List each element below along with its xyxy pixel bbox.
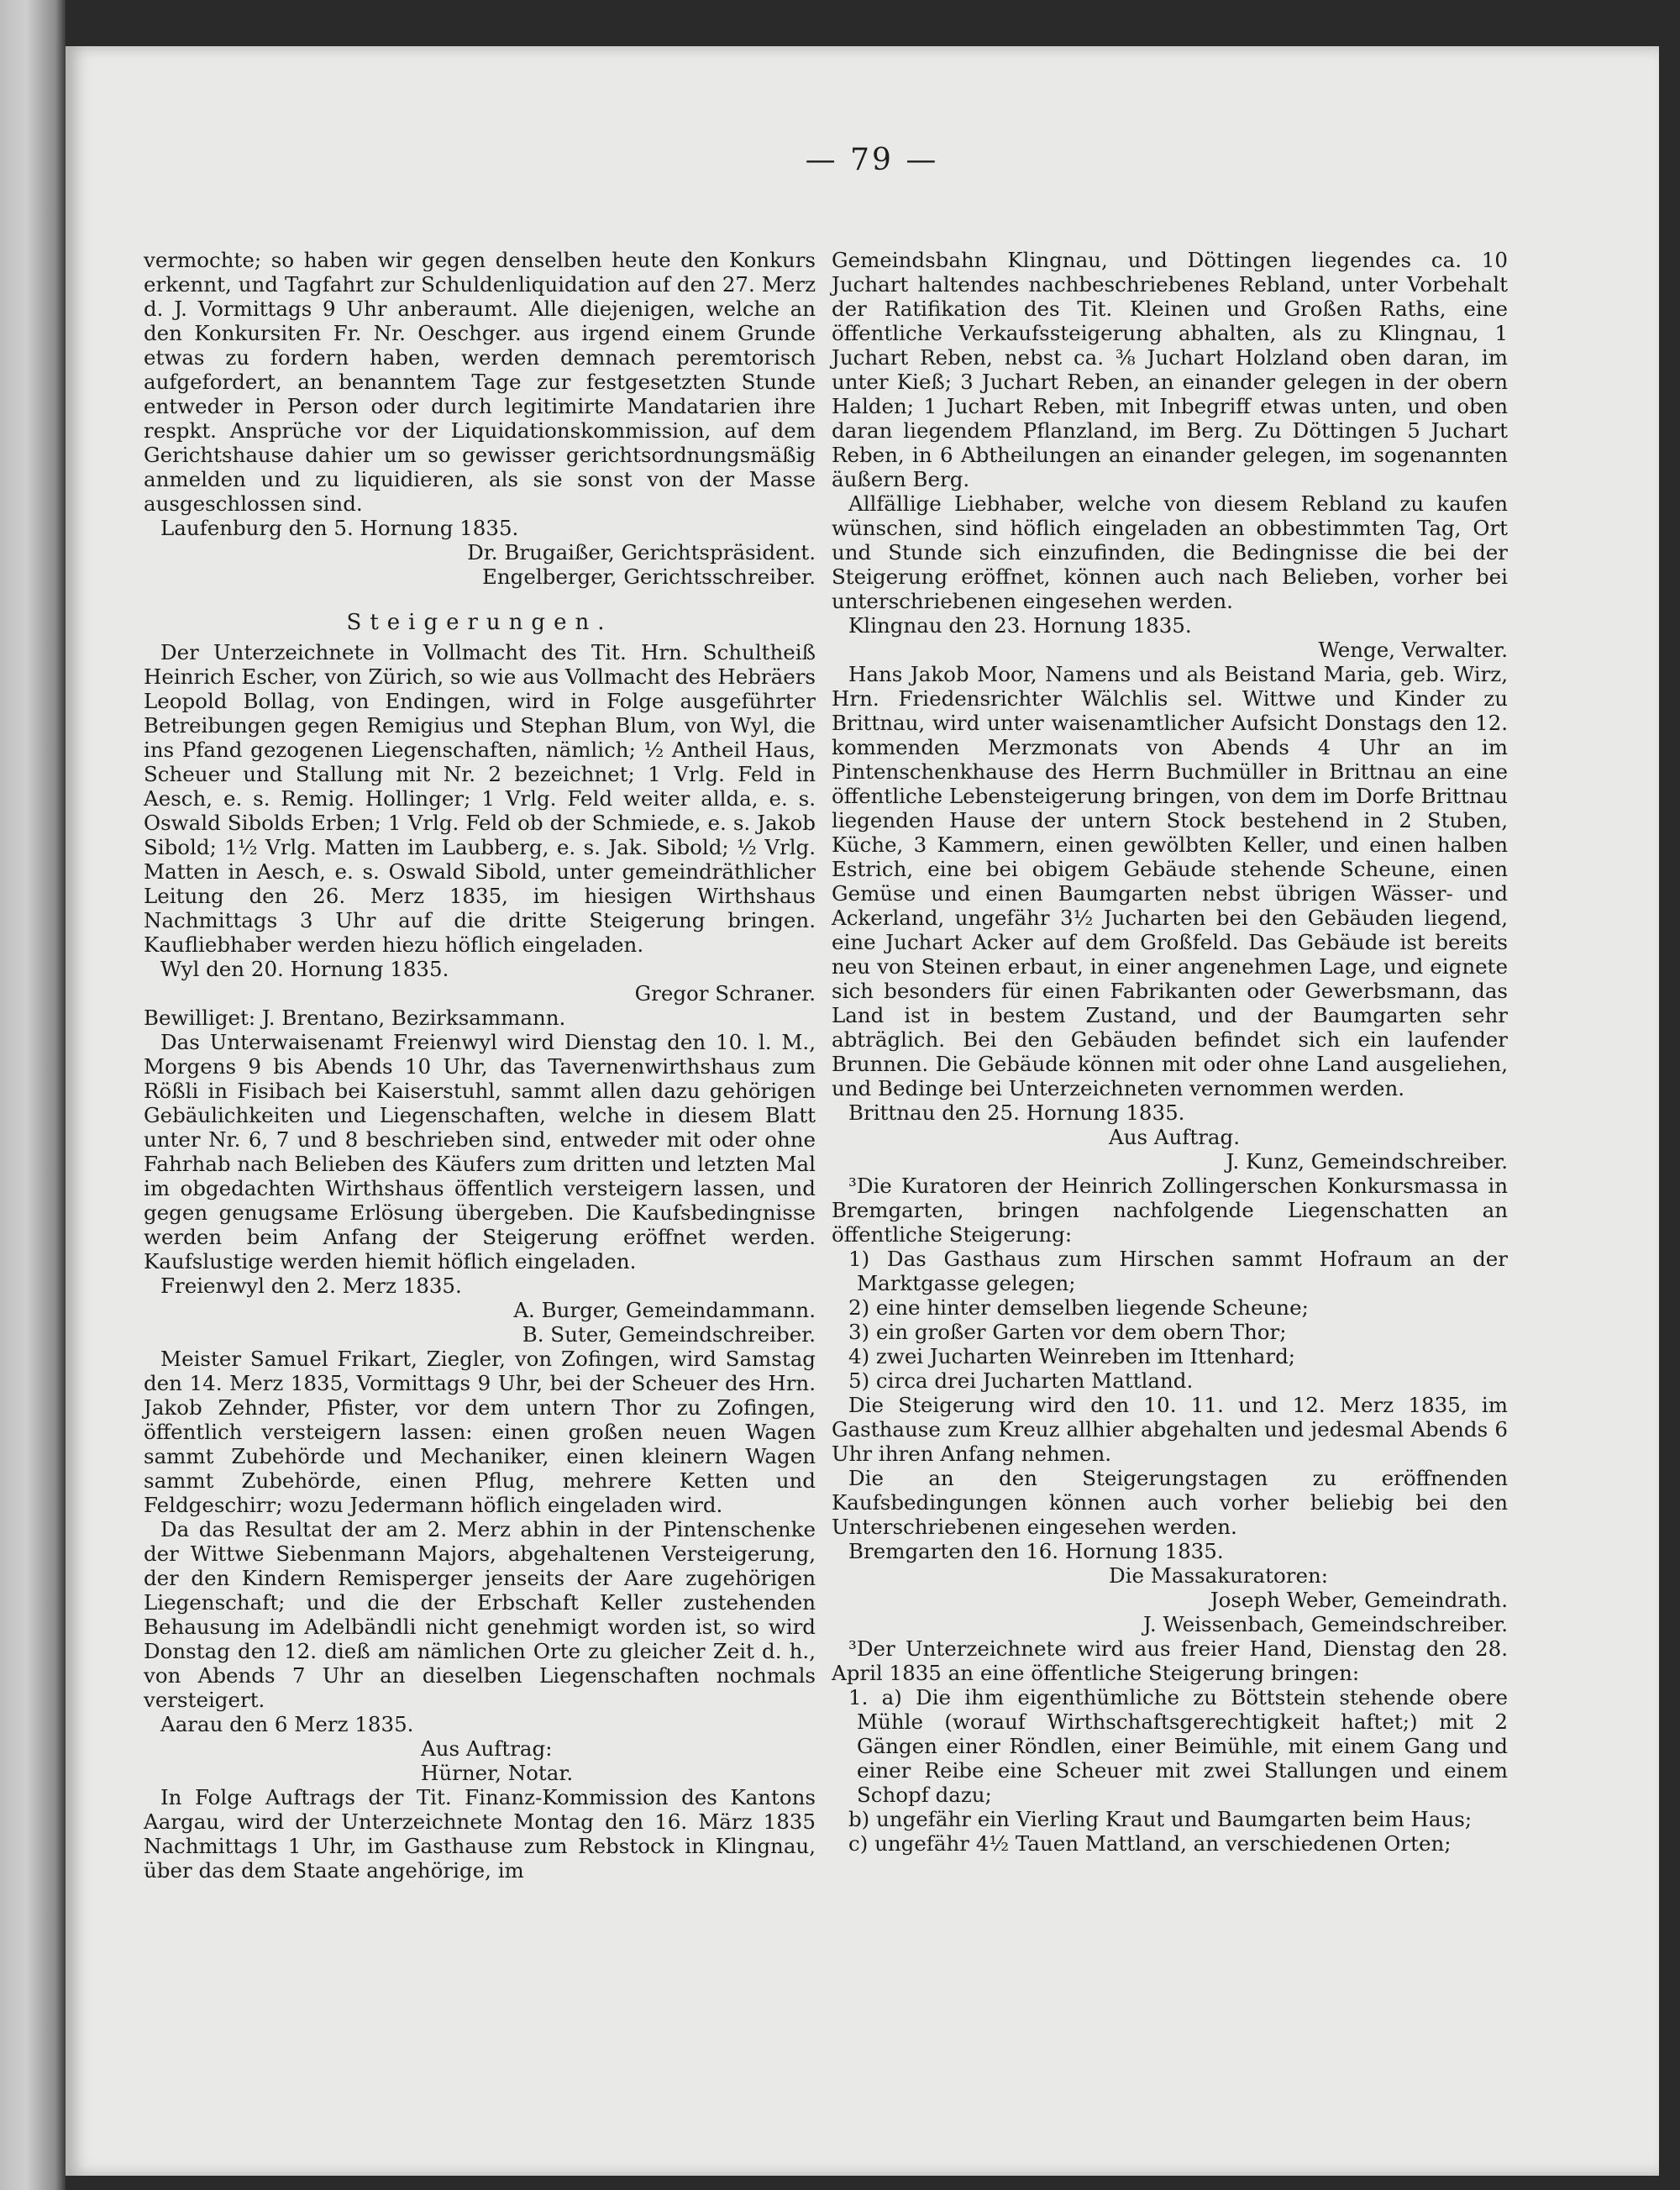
section-heading: Steigerungen.	[346, 610, 613, 635]
auction-notice-5-signature: Wenge, Verwalter.	[1318, 638, 1508, 662]
book-spine	[0, 0, 66, 2190]
list-item: 1) Das Gasthaus zum Hirschen sammt Hofraum an der Marktgasse gelegen;	[848, 1247, 1508, 1295]
auction-notice-8-intro: ³Der Unterzeichnete wird aus freier Hand, Dienstag den 28. April 1835 an eine öffentliche Steigerung bringen:	[832, 1636, 1508, 1685]
list-item: 1. a) Die ihm eigenthümliche zu Böttstein stehende obere Mühle (worauf Wirthschaftsgerechtigkeit haftet;) mit 2 Gängen einer Röndlen, einer Beimühle, mit einem Gang und einer Reibe eine Scheuer mit zwei Stallungen und einem Schopf dazu;	[848, 1685, 1508, 1807]
auction-notice-2-place-date: Freienwyl den 2. Merz 1835.	[160, 1274, 462, 1298]
auction-notice-4-signature-notary: Hürner, Notar.	[421, 1761, 574, 1785]
auction-notice-2-text: Das Unterwaisenamt Freienwyl wird Dienstag den 10. l. M., Morgens 9 bis Abends 10 Uhr, das Tavernenwirthshaus zum Rößli in Fisibach bei Kaiserstuhl, sammt allen dazu gehörigen Gebäulichkeiten und Liegenschaften, welche in diesem Blatt unter Nr. 6, 7 und 8 beschrieben sind, entweder mit oder ohne Fahrhab nach Belieben des Käufers zum dritten und letzten Mal im obgedachten Wirthshaus öffentlich versteigern lassen, und gegen genugsame Erlösung übergeben. Die Kaufsbedingnisse werden beim Anfang der Steigerung eröffnet werden. Kaufslustige werden hiemit höflich eingeladen.	[144, 1030, 816, 1274]
auction-notice-1-signature: Gregor Schraner.	[634, 981, 816, 1006]
konkurs-signature-clerk: Engelberger, Gerichtsschreiber.	[481, 565, 816, 589]
auction-notice-4-text: Da das Resultat der am 2. Merz abhin in der Pintenschenke der Wittwe Siebenmann Majors, abgehaltenen Versteigerung, der den Kindern Remisperger jenseits der Aare zugehörigen Liegenschaft; und die der Erbschaft Keller zustehenden Behausung im Adelbändli nicht genehmigt worden ist, so wird Donstag den 12. dieß am nämlichen Orte zu gleicher Zeit d. h., von Abends 7 Uhr an dieselben Liegenschaften nochmals versteigert.	[144, 1517, 816, 1712]
right-column	[832, 248, 1508, 1856]
list-item: b) ungefähr ein Vierling Kraut und Baumgarten beim Haus;	[848, 1807, 1473, 1831]
konkurs-notice-text: vermochte; so haben wir gegen denselben heute den Konkurs erkennt, und Tagfahrt zur Schuldenliquidation auf den 27. Merz d. J. Vormittags 9 Uhr anberaumt. Alle diejenigen, welche an den Konkursiten Fr. Nr. Oeschger. aus irgend einem Grunde etwas zu fordern haben, werden demnach peremtorisch aufgefordert, an benanntem Tage zur festgesetzten Stunde entweder in Person oder durch legitimirte Mandatarien ihre respkt. Ansprüche vor der Liquidationskommission, auf dem Gerichtshause dahier um so gewisser gerichtsordnungsmäßig anmelden und zu liquidieren, als sie sonst von der Masse ausgeschlossen sind.	[144, 248, 816, 516]
auction-notice-2-signature-mayor: A. Burger, Gemeindammann.	[513, 1298, 816, 1322]
auction-notice-2-signature-clerk: B. Suter, Gemeindschreiber.	[522, 1322, 816, 1347]
auction-notice-7-signature-weissenbach: J. Weissenbach, Gemeindschreiber.	[1142, 1612, 1508, 1636]
auction-notice-6-signature-commission: Aus Auftrag.	[1109, 1125, 1241, 1149]
auction-notice-7-signature-curators: Die Massakuratoren:	[1109, 1563, 1328, 1588]
list-item: 2) eine hinter demselben liegende Scheune;	[848, 1295, 1309, 1320]
page-number: — 79 —	[805, 143, 939, 177]
auction-notice-7-text-2: Die Steigerung wird den 10. 11. und 12. Merz 1835, im Gasthause zum Kreuz allhier abgehalten und jedesmal Abends 6 Uhr ihren Anfang nehmen.	[832, 1393, 1508, 1466]
auction-notice-5-text: In Folge Auftrags der Tit. Finanz-Kommission des Kantons Aargau, wird der Unterzeichnete Montag den 16. März 1835 Nachmittags 1 Uhr, im Gasthause zum Rebstock in Klingnau, über das dem Staate angehörige, im	[144, 1785, 816, 1883]
auction-notice-4-place-date: Aarau den 6 Merz 1835.	[160, 1712, 414, 1736]
auction-notice-4-signature-commission: Aus Auftrag:	[421, 1736, 553, 1761]
auction-notice-6-signature-clerk: J. Kunz, Gemeindschreiber.	[1226, 1149, 1508, 1174]
auction-notice-5-place-date: Klingnau den 23. Hornung 1835.	[848, 613, 1192, 638]
auction-notice-6-place-date: Brittnau den 25. Hornung 1835.	[848, 1100, 1185, 1125]
konkurs-signature-president: Dr. Brugaißer, Gerichtspräsident.	[467, 540, 816, 565]
left-column	[144, 248, 816, 1883]
list-item: c) ungefähr 4½ Tauen Mattland, an verschiedenen Orten;	[848, 1831, 1452, 1856]
auction-notice-3-text: Meister Samuel Frikart, Ziegler, von Zofingen, wird Samstag den 14. Merz 1835, Vormittags 9 Uhr, bei der Scheuer des Hrn. Jakob Zehnder, Pfister, vor dem untern Thor zu Zofingen, öffentlich versteigern lassen: einen großen neuen Wagen sammt Zubehörde und Mechaniker, einen kleinern Wagen sammt Zubehörde, einen Pflug, mehrere Ketten und Feldgeschirr; wozu Jedermann höflich eingeladen wird.	[144, 1347, 816, 1517]
auction-notice-1-place-date: Wyl den 20. Hornung 1835.	[160, 957, 449, 981]
auction-notice-7-signature-weber: Joseph Weber, Gemeindrath.	[1210, 1588, 1508, 1612]
auction-notice-7-place-date: Bremgarten den 16. Hornung 1835.	[848, 1539, 1224, 1563]
auction-notice-7-intro: ³Die Kuratoren der Heinrich Zollingerschen Konkursmassa in Bremgarten, bringen nachfolgende Liegenschatten an öffentliche Steigerung:	[832, 1174, 1508, 1247]
list-item: 3) ein großer Garten vor dem obern Thor;	[848, 1320, 1287, 1344]
konkurs-place-date: Laufenburg den 5. Hornung 1835.	[160, 516, 519, 540]
auction-notice-5-text-2: Allfällige Liebhaber, welche von diesem Rebland zu kaufen wünschen, sind höflich eingeladen an obbestimmten Tag, Ort und Stunde sich einzufinden, die Bedingnisse die bei der Steigerung eröffnet, können auch nach Belieben, vorher bei unterschriebenen eingesehen werden.	[832, 491, 1508, 613]
newspaper-page	[66, 46, 1659, 2176]
auction-notice-7-list	[832, 1247, 1508, 1393]
auction-notice-5-continued: Gemeindsbahn Klingnau, und Döttingen liegendes ca. 10 Juchart haltendes nachbeschriebenes Rebland, unter Vorbehalt der Ratifikation des Tit. Kleinen und Großen Raths, eine öffentliche Verkaufssteigerung abhalten, als zu Klingnau, 1 Juchart Reben, nebst ca. ⅜ Juchart Holzland oben daran, im unter Kieß; 3 Juchart Reben, an einander gelegen in der obern Halden; 1 Juchart Reben, mit Inbegriff etwas unten, und oben daran liegendem Pflanzland, im Berg. Zu Döttingen 5 Juchart Reben, in 6 Abtheilungen an einander gelegen, im sogenannten äußern Berg.	[832, 248, 1508, 491]
auction-notice-8-list	[832, 1685, 1508, 1856]
list-item: 4) zwei Jucharten Weinreben im Ittenhard;	[848, 1344, 1296, 1368]
list-item: 5) circa drei Jucharten Mattland.	[848, 1368, 1194, 1393]
auction-notice-7-text-3: Die an den Steigerungstagen zu eröffnenden Kaufsbedingungen können auch vorher beliebig bei den Unterschriebenen eingesehen werden.	[832, 1466, 1508, 1539]
auction-notice-6-text: Hans Jakob Moor, Namens und als Beistand Maria, geb. Wirz, Hrn. Friedensrichter Wälchlis sel. Wittwe und Kinder zu Brittnau, wird unter waisenamtlicher Aufsicht Donstags den 12. kommenden Merzmonats von Abends 4 Uhr an im Pintenschenkhause des Herrn Buchmüller in Brittnau an eine öffentliche Lebensteigerung bringen, von dem im Dorfe Brittnau liegenden Hause der untern Stock bestehend in 2 Stuben, Küche, 3 Kammern, einen gewölbten Keller, und einen halben Estrich, eine bei obigem Gebäude stehende Scheune, einen Gemüse und einen Baumgarten nebst übrigen Wässer- und Ackerland, ungefähr 3½ Jucharten bei den Gebäuden liegend, eine Juchart Acker auf dem Großfeld. Das Gebäude ist bereits neu von Steinen erbaut, in einer angenehmen Lage, und eignete sich besonders für einen Fabrikanten oder Gewerbsmann, das Land ist in bestem Zustand, und der Baumgarten sehr abträglich. Bei den Gebäuden befindet sich ein laufender Brunnen. Die Gebäude können mit oder ohne Land ausgeliehen, und Bedinge bei Unterzeichneten vernommen werden.	[832, 662, 1508, 1100]
auction-notice-1-text: Der Unterzeichnete in Vollmacht des Tit. Hrn. Schultheiß Heinrich Escher, von Zürich, so wie aus Vollmacht des Hebräers Leopold Bollag, von Endingen, wird in Folge ausgeführter Betreibungen gegen Remigius und Stephan Blum, von Wyl, die ins Pfand gezogenen Liegenschaften, nämlich; ½ Antheil Haus, Scheuer und Stallung mit Nr. 2 bezeichnet; 1 Vrlg. Feld in Aesch, e. s. Remig. Hollinger; 1 Vrlg. Feld weiter allda, e. s. Oswald Sibolds Erben; 1 Vrlg. Feld ob der Schmiede, e. s. Jakob Sibold; 1½ Vrlg. Matten im Laubberg, e. s. Jak. Sibold; ½ Vrlg. Matten in Aesch, e. s. Oswald Sibold, unter gemeindräthlicher Leitung den 26. Merz 1835, im hiesigen Wirthshaus Nachmittags 3 Uhr auf die dritte Steigerung bringen. Kaufliebhaber werden hiezu höflich eingeladen.	[144, 640, 816, 957]
auction-notice-1-approval: Bewilliget: J. Brentano, Bezirksammann.	[144, 1006, 566, 1030]
